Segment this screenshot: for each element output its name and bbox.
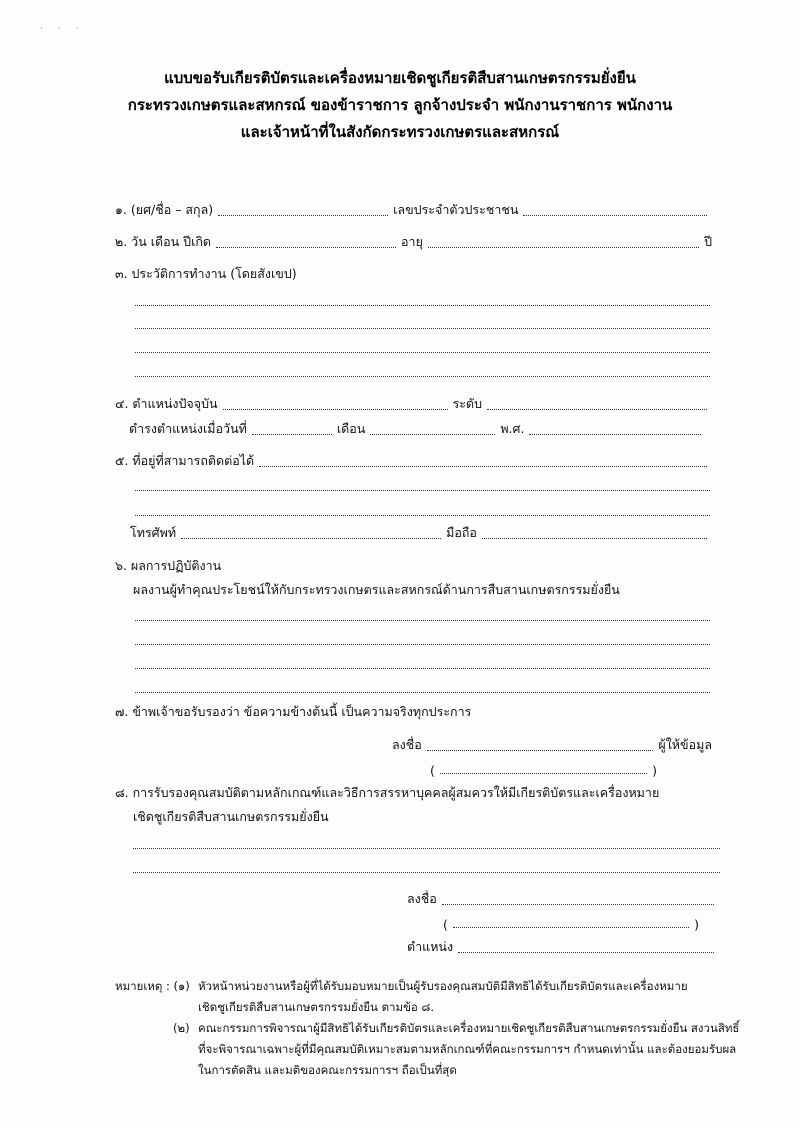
item5-label: ๕. ที่อยู่ที่สามารถติดต่อได้ (115, 453, 255, 468)
phone-field[interactable] (181, 537, 441, 539)
remark-1-line-2: เชิดชูเกียรติสืบสานเกษตรกรรมยั่งยืน ตามข้อ ๘. (198, 1000, 435, 1014)
item3-row (115, 266, 712, 284)
form-title-line-2: กระทรวงเกษตรและสหกรณ์ ของข้าราชการ ลูกจ้างประจำ พนักงานราชการ พนักงาน (127, 96, 673, 114)
remarks-prefix: หมายเหตุ : (๑) (115, 979, 190, 993)
id-number-label: เลขประจำตัวประชาชน (393, 202, 519, 217)
item1-label: ๑. (ยศ/ชื่อ – สกุล) (115, 202, 214, 217)
item8-label-line-1: ๘. การรับรองคุณสมบัติตามหลักเกณฑ์และวิธีการสรรหาบุคคลผู้สมควรให้มีเกียรติบัตรและเครื่องหมาย (115, 785, 660, 800)
work-history-line[interactable] (135, 352, 710, 353)
remark-2-number: (๒) (173, 1021, 190, 1035)
item2-label: ๒. วัน เดือน ปีเกิด (115, 234, 212, 249)
item7-printed-name-field[interactable] (440, 772, 647, 774)
remark-2-line-1: คณะกรรมการพิจารณาผู้มีสิทธิได้รับเกียรติบัตรและเครื่องหมายเชิดชูเกียรติสืบสานเกษตรกรรมยั่งยืน สงวนสิทธิ์ (198, 1021, 740, 1035)
item2-row (115, 234, 712, 252)
item4-label: ๔. ตำแหน่งปัจจุบัน (115, 396, 218, 411)
age-label: อายุ (401, 234, 423, 249)
phone-label: โทรศัพท์ (130, 525, 177, 540)
item7-name-row (430, 760, 657, 778)
birthdate-field[interactable] (216, 246, 396, 248)
since-month-field[interactable] (370, 433, 495, 435)
since-day-field[interactable] (252, 433, 332, 435)
item1-row (115, 202, 712, 220)
item8-row (115, 785, 725, 803)
item8-printed-name-field[interactable] (453, 926, 689, 928)
year-unit: ปี (704, 234, 712, 249)
item7-sign-row (392, 737, 712, 755)
item8-position-label: ตำแหน่ง (407, 939, 454, 954)
performance-line[interactable] (135, 668, 710, 669)
item7-sign-suffix: ผู้ให้ข้อมูล (658, 737, 712, 752)
item6-sub-label: ผลงานผู้ทำคุณประโยชน์ให้กับกระทรวงเกษตรและสหกรณ์ด้านการสืบสานเกษตรกรรมยั่งยืน (133, 582, 620, 597)
performance-line[interactable] (135, 620, 710, 621)
remark-2-line-3: ในการตัดสิน และมติของคณะกรรมการฯ ถือเป็นที่สุด (198, 1063, 457, 1077)
item6-row (115, 558, 712, 576)
item5-row (115, 453, 712, 471)
id-number-field[interactable] (523, 214, 707, 216)
item4-row (115, 396, 712, 414)
year-label: พ.ศ. (500, 421, 525, 436)
paren-close: ) (694, 917, 699, 932)
item8-position-field[interactable] (458, 951, 714, 953)
work-history-line[interactable] (135, 328, 710, 329)
paren-open: ( (430, 763, 435, 778)
age-field[interactable] (428, 246, 699, 248)
mobile-field[interactable] (482, 537, 707, 539)
item7-sign-label: ลงชื่อ (392, 737, 422, 752)
item7-signature-field[interactable] (427, 749, 654, 751)
item8-row-2 (133, 809, 710, 827)
form-title-line-1: แบบขอรับเกียรติบัตรและเครื่องหมายเชิดชูเกียรติสืบสานเกษตรกรรมยั่งยืน (164, 69, 636, 87)
since-label: ดำรงตำแหน่งเมื่อวันที่ (129, 421, 247, 436)
item8-name-row (443, 914, 699, 932)
level-field[interactable] (487, 408, 707, 410)
item8-sign-label: ลงชื่อ (407, 891, 437, 906)
certification-line[interactable] (133, 872, 720, 873)
item7-row (115, 704, 712, 722)
item8-label-line-2: เชิดชูเกียรติสืบสานเกษตรกรรมยั่งยืน (133, 809, 329, 824)
item3-label: ๓. ประวัติการทำงาน (โดยสังเขป) (115, 266, 297, 281)
remark-1-line-1: หัวหน้าหน่วยงานหรือผู้ที่ได้รับมอบหมายเป็นผู้รับรองคุณสมบัติมีสิทธิได้รับเกียรติบัตรและเครื่องหมาย (198, 979, 688, 993)
certification-line[interactable] (133, 848, 720, 849)
performance-line[interactable] (135, 692, 710, 693)
name-field[interactable] (218, 214, 388, 216)
item8-sign-row (407, 891, 719, 909)
since-year-field[interactable] (529, 433, 701, 435)
item6-sub-row (133, 582, 710, 600)
work-history-line[interactable] (135, 305, 710, 306)
phone-row (130, 525, 712, 543)
work-history-line[interactable] (135, 376, 710, 377)
paren-close: ) (652, 763, 657, 778)
level-label: ระดับ (452, 396, 483, 411)
item8-position-row (407, 939, 719, 957)
remark-2-line-2: ที่จะพิจารณาเฉพาะผู้ที่มีคุณสมบัติเหมาะสมตามหลักเกณฑ์ที่คณะกรรมการฯ กำหนดเท่านั้น และต้องยอมรับผล (198, 1042, 737, 1056)
position-field[interactable] (223, 408, 448, 410)
address-field[interactable] (259, 465, 707, 467)
paren-open: ( (443, 917, 448, 932)
form-title-line-3: และเจ้าหน้าที่ในสังกัดกระทรวงเกษตรและสหกรณ์ (240, 123, 560, 141)
address-line[interactable] (135, 515, 710, 516)
item7-label: ๗. ข้าพเจ้าขอรับรองว่า ข้อความข้างต้นนี้ เป็นความจริงทุกประการ (115, 704, 472, 719)
address-line[interactable] (135, 490, 710, 491)
month-label: เดือน (336, 421, 366, 436)
mobile-label: มือถือ (446, 525, 477, 540)
item8-signature-field[interactable] (442, 903, 714, 905)
item4-date-row (129, 421, 706, 439)
item6-label: ๖. ผลการปฏิบัติงาน (115, 558, 222, 573)
performance-line[interactable] (135, 644, 710, 645)
scan-specks: · · · (40, 24, 85, 34)
